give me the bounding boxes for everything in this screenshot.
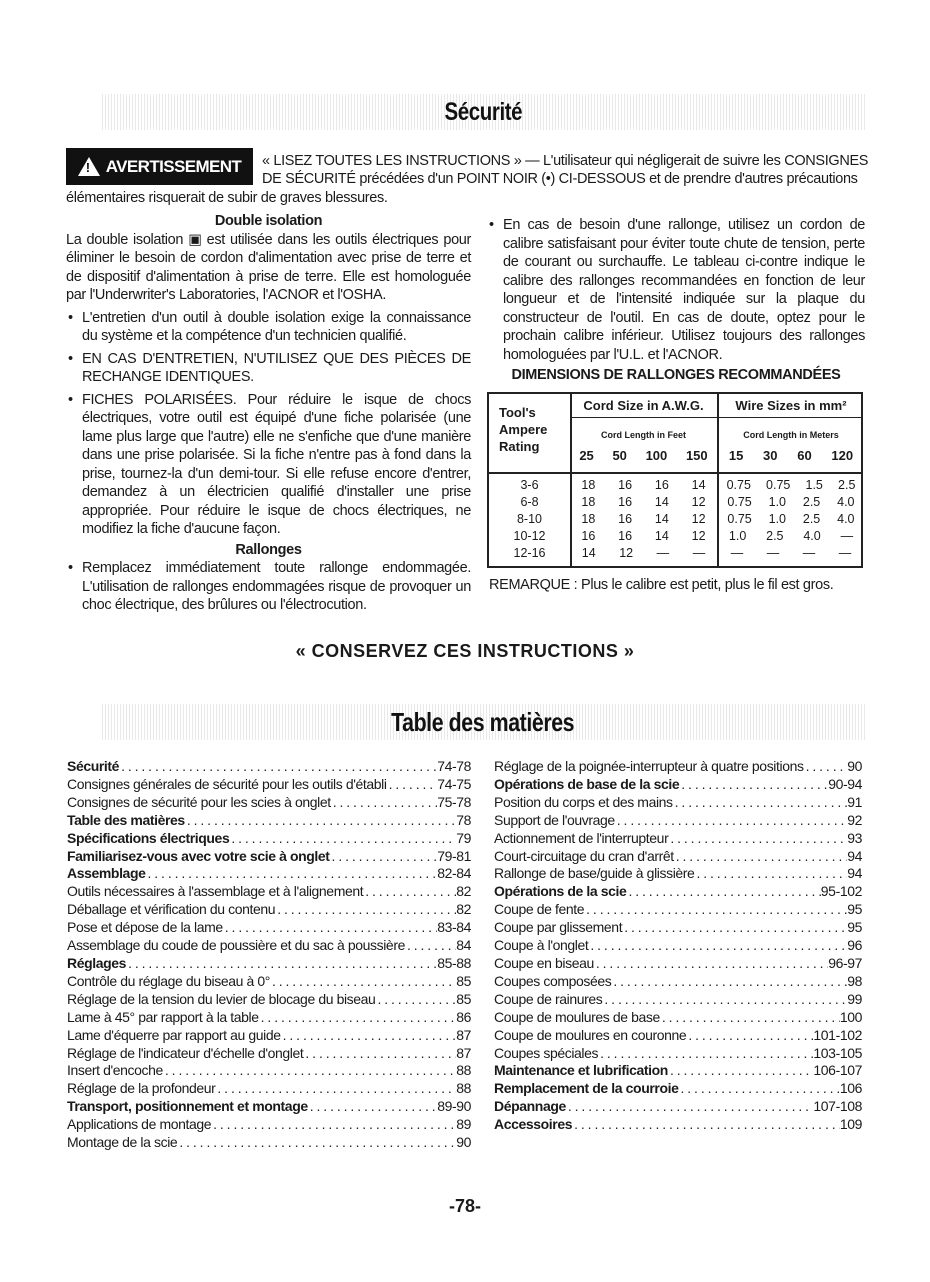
toc-leader — [660, 1009, 840, 1027]
toc-leader — [126, 955, 437, 973]
feet-values — [570, 448, 717, 463]
toc-leader — [119, 758, 437, 776]
toc-leader — [584, 901, 847, 919]
toc-entry-title: Coupe à l'onglet — [494, 937, 589, 954]
table-cell: 18 — [581, 495, 596, 509]
toc-entry-page: 79-81 — [437, 847, 471, 864]
toc-entry — [494, 758, 862, 776]
toc-leader — [275, 901, 456, 919]
toc-leader — [626, 883, 820, 901]
toc-entry — [67, 830, 471, 848]
toc-entry — [67, 937, 471, 955]
toc-leader — [668, 1062, 813, 1080]
toc-leader — [330, 848, 438, 866]
toc-entry — [494, 1062, 862, 1080]
toc-entry-page: 90-94 — [828, 775, 862, 792]
header-line: Rating — [499, 439, 540, 454]
table-cell: 0.75 — [727, 495, 752, 509]
toc-entry-title: Dépannage — [494, 1098, 566, 1115]
table-header-cell: 100 — [645, 448, 668, 463]
toc-entry-title: Réglage de l'indicateur d'échelle d'onglet — [67, 1044, 304, 1061]
toc-entry-page: 93 — [847, 829, 862, 846]
bullet-item: • En cas de besoin d'une rallonge, utilisez un cordon de calibre satisfaisant pour éviter toute chute de tension, perte de courant ou surchauffe. Le tableau ci-contre indique le calibre des rallonges recommandées en fonction de leur longueur et de l'intensité indiquée sur la plaque du constructeur de l'outil. En cas de doute, optez pour le prochain calibre inférieur. Utilisez toujours des rallonges homologuées par l'U.L. et l'ACNOR. — [487, 216, 865, 364]
toc-leader — [615, 812, 847, 830]
toc-entry-page: 74-75 — [437, 775, 471, 792]
toc-right-column — [494, 758, 862, 1134]
toc-entry-page: 87 — [456, 1044, 471, 1061]
warning-line-3: élémentaires risquerait de subir de graves blessures. — [66, 190, 388, 206]
toc-entry-title: Coupe par glissement — [494, 919, 623, 936]
meters-subheader: Cord Length in Meters — [743, 430, 839, 440]
toc-entry-page: 74-78 — [437, 758, 471, 774]
table-cell: — — [656, 546, 670, 560]
toc-entry — [67, 776, 471, 794]
table-row — [489, 512, 570, 529]
toc-leader — [211, 1116, 456, 1134]
toc-banner — [100, 704, 866, 740]
toc-entry — [494, 973, 862, 991]
table-row — [570, 478, 717, 495]
toc-entry-page: 106 — [839, 1080, 862, 1097]
mm2-values — [719, 478, 863, 563]
toc-entry — [67, 1062, 471, 1080]
toc-leader — [229, 830, 456, 848]
table-cell: — — [840, 529, 854, 543]
table-cell: 4.0 — [803, 529, 821, 543]
toc-leader — [375, 991, 456, 1009]
toc-entry-title: Pose et dépose de la lame — [67, 919, 223, 936]
table-cell: 14 — [654, 495, 669, 509]
warning-line-2: DE SÉCURITÉ précédées d'un POINT NOIR (•) CI-DESSOUS et de prendre d'autres précautions — [262, 171, 858, 187]
table-header-cell: 50 — [612, 448, 627, 463]
toc-entry — [67, 758, 471, 776]
toc-entry — [67, 1009, 471, 1027]
toc-entry-page: 95-102 — [820, 883, 862, 900]
toc-entry-title: Rallonge de base/guide à glissière — [494, 865, 695, 882]
table-cell: 14 — [691, 478, 706, 492]
table-cell: 1.0 — [768, 495, 787, 509]
toc-leader — [611, 973, 847, 991]
bullet-item: • FICHES POLARISÉES. Pour réduire le isque de chocs électriques, votre outil est équipé d'une fiche polarisée (une lame plus large que l'autre) elle ne s'enfiche que d'une manière dans une prise polarisée. Si la fiche n'entre pas à fond dans la prise, tournez-la d'un demi-tour. Si elle refuse encore d'entrer, demandez à un électricien qualifié d'installer une prise appropriée. Pour réduire le isque de chocs électriques, ne modifiez la fiche d'aucune façon. — [66, 391, 471, 539]
table-cell: 18 — [581, 512, 596, 526]
toc-entry-page: 101-102 — [813, 1026, 862, 1043]
toc-entry — [494, 830, 862, 848]
toc-entry-title: Assemblage du coude de poussière et du sac à poussière — [67, 937, 405, 954]
table-cell: 0.75 — [766, 478, 791, 492]
toc-entry-page: 100 — [839, 1008, 862, 1025]
table-header-cell: 30 — [763, 448, 778, 463]
toc-entry-page: 82 — [456, 883, 471, 900]
toc-entry-page: 85 — [456, 990, 471, 1007]
table-header-cell: 150 — [685, 448, 708, 463]
toc-entry — [67, 794, 471, 812]
toc-entry — [494, 1009, 862, 1027]
warning-badge — [66, 148, 253, 185]
table-cell: 16 — [618, 495, 633, 509]
toc-entry-page: 83-84 — [437, 919, 471, 936]
toc-leader — [804, 758, 848, 776]
table-cell: — — [730, 546, 744, 560]
toc-leader — [405, 937, 456, 955]
table-cell: 12 — [691, 512, 706, 526]
toc-leader — [679, 776, 828, 794]
toc-entry-page: 88 — [456, 1062, 471, 1079]
toc-entry-title: Montage de la scie — [67, 1134, 178, 1151]
table-cell: — — [766, 546, 780, 560]
toc-entry-title: Opérations de base de la scie — [494, 775, 680, 792]
rallonges-heading: Rallonges — [235, 541, 302, 558]
table-cell: 1.0 — [768, 512, 787, 526]
toc-leader — [566, 1098, 814, 1116]
table-cell: 16 — [618, 512, 633, 526]
toc-entry — [67, 812, 471, 830]
table-cell: 12 — [619, 546, 634, 560]
table-cell: 0.75 — [727, 512, 752, 526]
toc-leader — [622, 919, 847, 937]
toc-entry-title: Réglage de la poignée-interrupteur à quatre positions — [494, 758, 804, 774]
table-row — [570, 529, 717, 546]
meters-values — [719, 448, 863, 463]
toc-entry-page: 95 — [847, 919, 862, 936]
toc-entry-page: 92 — [847, 811, 862, 828]
toc-entry-title: Déballage et vérification du contenu — [67, 901, 276, 918]
table-cell: 2.5 — [838, 478, 856, 492]
table-row — [570, 512, 717, 529]
warning-badge-label: AVERTISSEMENT — [105, 156, 242, 176]
toc-leader — [270, 973, 456, 991]
awg-values — [570, 478, 717, 563]
table-cell: 10-12 — [513, 529, 546, 543]
toc-entry-title: Applications de montage — [67, 1116, 212, 1133]
toc-leader — [215, 1080, 456, 1098]
table-header-cell: 60 — [797, 448, 812, 463]
table-cell: — — [838, 546, 852, 560]
toc-leader — [185, 812, 456, 830]
toc-entry-title: Maintenance et lubrification — [494, 1062, 668, 1079]
toc-entry-title: Réglage de la tension du levier de blocage du biseau — [67, 990, 376, 1007]
table-row — [489, 546, 570, 563]
toc-entry-title: Transport, positionnement et montage — [67, 1098, 308, 1115]
table-cell: 14 — [654, 529, 669, 543]
table-row — [489, 529, 570, 546]
toc-entry-title: Sécurité — [67, 758, 120, 774]
table-cell: 12 — [691, 529, 706, 543]
table-row — [719, 546, 863, 563]
table-cell: 12 — [691, 495, 706, 509]
toc-entry-page: 82-84 — [437, 865, 471, 882]
toc-entry — [494, 812, 862, 830]
left-column — [66, 212, 471, 615]
toc-entry-title: Coupe en biseau — [494, 954, 594, 971]
rating-header — [499, 404, 547, 455]
bullet-item: • L'entretien d'un outil à double isolation exige la connaissance du système et la compétence d'un technicien qualifié. — [66, 309, 471, 346]
toc-entry-title: Consignes de sécurité pour les scies à onglet — [67, 793, 331, 810]
toc-entry — [67, 1134, 471, 1152]
table-cell: 6-8 — [520, 495, 539, 509]
toc-entry-title: Outils nécessaires à l'assemblage et à l'alignement — [67, 883, 364, 900]
table-cell: 14 — [654, 512, 669, 526]
toc-entry-title: Court-circuitage du cran d'arrêt — [494, 847, 674, 864]
toc-entry — [494, 1080, 862, 1098]
toc-leader — [303, 1045, 456, 1063]
table-cell: 16 — [581, 529, 596, 543]
toc-entry-title: Lame à 45° par rapport à la table — [67, 1008, 259, 1025]
toc-leader — [145, 865, 437, 883]
toc-entry-title: Consignes générales de sécurité pour les outils d'établi — [67, 775, 387, 792]
header-line: Tool's — [499, 405, 536, 420]
right-bullets — [487, 216, 865, 364]
toc-leader — [308, 1098, 437, 1116]
toc-entry-page: 98 — [847, 972, 862, 989]
toc-leader — [679, 1080, 840, 1098]
table-cell: 8-10 — [516, 512, 543, 526]
securite-banner — [100, 94, 866, 130]
table-cell: 2.5 — [802, 495, 821, 509]
toc-entry-page: 90 — [847, 758, 862, 774]
toc-entry-page: 109 — [839, 1116, 862, 1133]
toc-entry-page: 85 — [456, 972, 471, 989]
table-row — [719, 478, 863, 495]
table-row — [719, 529, 863, 546]
toc-entry — [67, 883, 471, 901]
page-number: -78- — [448, 1196, 481, 1216]
table-cell: 18 — [581, 478, 596, 492]
toc-entry-title: Réglage de la profondeur — [67, 1080, 216, 1097]
toc-entry-title: Lame d'équerre par rapport au guide — [67, 1026, 281, 1043]
table-row — [570, 546, 717, 563]
table-header-cell: 15 — [728, 448, 744, 463]
conservez-instructions: « CONSERVEZ CES INSTRUCTIONS » — [295, 641, 635, 661]
rating-column — [489, 394, 572, 566]
toc-entry-page: 99 — [847, 990, 862, 1007]
toc-entry-page: 86 — [456, 1008, 471, 1025]
toc-entry — [67, 848, 471, 866]
double-isolation-text: La double isolation ▣ est utilisée dans les outils électriques pour éliminer le besoin de cordon d'alimentation avec prise de terre et de dispositif d'alimentation à prise de terre. Elle est homologuée par l'Underwriter's Laboratories, l'ACNOR et l'OSHA. — [66, 231, 471, 303]
left-bullets — [66, 309, 471, 539]
toc-entry — [494, 1027, 862, 1045]
table-row — [570, 495, 717, 512]
toc-leader — [259, 1009, 457, 1027]
toc-leader — [594, 955, 828, 973]
toc-entry — [494, 883, 862, 901]
toc-entry-page: 82 — [456, 901, 471, 918]
awg-column — [570, 394, 719, 566]
table-cell: 16 — [618, 478, 633, 492]
toc-entry — [67, 919, 471, 937]
toc-entry — [494, 1045, 862, 1063]
toc-leader — [686, 1027, 813, 1045]
toc-entry — [67, 901, 471, 919]
toc-entry-page: 84 — [456, 937, 471, 954]
toc-leader — [602, 991, 847, 1009]
toc-entry — [494, 794, 862, 812]
warning-triangle-icon — [78, 157, 100, 176]
toc-entry-title: Insert d'encoche — [67, 1062, 163, 1079]
toc-entry-page: 91 — [847, 793, 862, 810]
right-column — [487, 212, 865, 385]
toc-title: Table des matières — [391, 707, 575, 737]
toc-entry-title: Réglages — [67, 954, 127, 971]
toc-entry — [67, 1116, 471, 1134]
table-cell: 4.0 — [837, 495, 855, 509]
toc-entry-page: 87 — [456, 1026, 471, 1043]
toc-entry-title: Assemblage — [67, 865, 146, 882]
toc-entry — [494, 1098, 862, 1116]
toc-entry-page: 94 — [847, 847, 862, 864]
toc-entry-page: 79 — [456, 829, 471, 846]
table-cell: 4.0 — [837, 512, 855, 526]
table-row — [489, 495, 570, 512]
toc-leader — [572, 1116, 840, 1134]
toc-leader — [674, 848, 847, 866]
table-cell: 16 — [618, 529, 633, 543]
mm2-header: Wire Sizes in mm² — [735, 398, 847, 413]
toc-leader — [281, 1027, 457, 1045]
table-cell: — — [692, 546, 706, 560]
toc-leader — [163, 1062, 456, 1080]
feet-subheader: Cord Length in Feet — [601, 430, 686, 440]
toc-entry-page: 75-78 — [437, 793, 471, 810]
securite-title: Sécurité — [444, 98, 522, 126]
toc-leader — [588, 937, 847, 955]
toc-entry-page: 96 — [847, 937, 862, 954]
toc-entry-title: Coupe de fente — [494, 901, 585, 918]
toc-entry-page: 85-88 — [437, 954, 471, 971]
warning-line-1: « LISEZ TOUTES LES INSTRUCTIONS » — L'utilisateur qui négligerait de suivre les CONSIGNES — [262, 153, 869, 169]
toc-entry — [67, 1098, 471, 1116]
toc-leader — [331, 794, 437, 812]
table-header-cell: 25 — [579, 448, 594, 463]
awg-header: Cord Size in A.W.G. — [583, 398, 704, 413]
toc-entry — [67, 1045, 471, 1063]
table-cell: 1.0 — [728, 529, 747, 543]
table-cell: 2.5 — [802, 512, 821, 526]
toc-entry — [67, 1027, 471, 1045]
toc-entry-title: Coupe de moulures en couronne — [494, 1026, 687, 1043]
toc-entry-page: 94 — [847, 865, 862, 882]
toc-entry — [67, 955, 471, 973]
toc-entry-page: 78 — [456, 811, 471, 828]
toc-entry-title: Familiarisez-vous avec votre scie à onglet — [67, 847, 330, 864]
toc-leader — [673, 794, 848, 812]
toc-entry — [494, 865, 862, 883]
table-row — [719, 495, 863, 512]
rallonges-bullets — [66, 559, 471, 615]
toc-entry — [67, 973, 471, 991]
toc-leader — [177, 1134, 456, 1152]
toc-leader — [363, 883, 456, 901]
toc-entry-page: 89 — [456, 1116, 471, 1133]
toc-entry-title: Position du corps et des mains — [494, 793, 673, 810]
toc-entry — [494, 901, 862, 919]
bullet-item: • EN CAS D'ENTRETIEN, N'UTILISEZ QUE DES PIÈCES DE RECHANGE IDENTIQUES. — [66, 350, 471, 387]
mm2-column — [719, 394, 863, 566]
extension-cord-table — [487, 392, 863, 568]
toc-entry-title: Support de l'ouvrage — [494, 811, 615, 828]
toc-entry — [67, 865, 471, 883]
remarque: REMARQUE : Plus le calibre est petit, plus le fil est gros. — [489, 577, 834, 593]
toc-entry — [494, 848, 862, 866]
header-line: Ampere — [499, 422, 548, 437]
toc-entry-title: Coupe de moulures de base — [494, 1008, 660, 1025]
toc-leader — [668, 830, 847, 848]
toc-left-column — [67, 758, 471, 1152]
toc-entry-page: 96-97 — [828, 954, 862, 971]
toc-entry — [67, 1080, 471, 1098]
bullet-item: • Remplacez immédiatement toute rallonge endommagée. L'utilisation de rallonges endommagées risque de provoquer un choc électrique, des brûlures ou l'électrocution. — [66, 559, 471, 615]
toc-entry — [494, 1116, 862, 1134]
toc-entry — [67, 991, 471, 1009]
table-heading: DIMENSIONS DE RALLONGES RECOMMANDÉES — [511, 367, 841, 383]
table-row — [489, 478, 570, 495]
toc-leader — [694, 865, 847, 883]
toc-leader — [387, 776, 438, 794]
toc-entry-page: 88 — [456, 1080, 471, 1097]
table-cell: 0.75 — [726, 478, 751, 492]
table-cell: 3-6 — [520, 478, 539, 492]
toc-entry-page: 89-90 — [437, 1098, 471, 1115]
toc-entry-title: Coupes spéciales — [494, 1044, 599, 1061]
toc-entry-title: Opérations de la scie — [494, 883, 627, 900]
table-cell: — — [802, 546, 816, 560]
toc-entry-title: Actionnement de l'interrupteur — [494, 829, 669, 846]
toc-entry — [494, 955, 862, 973]
toc-entry-title: Coupes composées — [494, 972, 612, 989]
toc-entry-title: Contrôle du réglage du biseau à 0° — [67, 972, 270, 989]
toc-entry-title: Accessoires — [494, 1116, 573, 1133]
toc-leader — [223, 919, 437, 937]
toc-entry-title: Remplacement de la courroie — [494, 1080, 679, 1097]
toc-entry — [494, 919, 862, 937]
table-header-cell: 120 — [831, 448, 854, 463]
toc-entry-page: 95 — [847, 901, 862, 918]
toc-entry-title: Coupe de rainures — [494, 990, 603, 1007]
toc-entry-page: 103-105 — [813, 1044, 862, 1061]
toc-entry-title: Spécifications électriques — [67, 829, 230, 846]
table-cell: 1.5 — [805, 478, 823, 492]
toc-entry-page: 90 — [456, 1134, 471, 1151]
toc-entry — [494, 937, 862, 955]
toc-leader — [598, 1045, 813, 1063]
table-cell: 16 — [654, 478, 669, 492]
toc-entry — [494, 776, 862, 794]
table-cell: 2.5 — [766, 529, 784, 543]
toc-entry — [494, 991, 862, 1009]
table-cell: 14 — [581, 546, 596, 560]
toc-entry-title: Table des matières — [67, 811, 185, 828]
table-cell: 12-16 — [513, 546, 546, 560]
toc-entry-page: 106-107 — [813, 1062, 862, 1079]
table-row — [719, 512, 863, 529]
double-isolation-heading: Double isolation — [214, 213, 323, 229]
rating-values — [489, 478, 570, 563]
toc-entry-page: 107-108 — [813, 1098, 862, 1115]
